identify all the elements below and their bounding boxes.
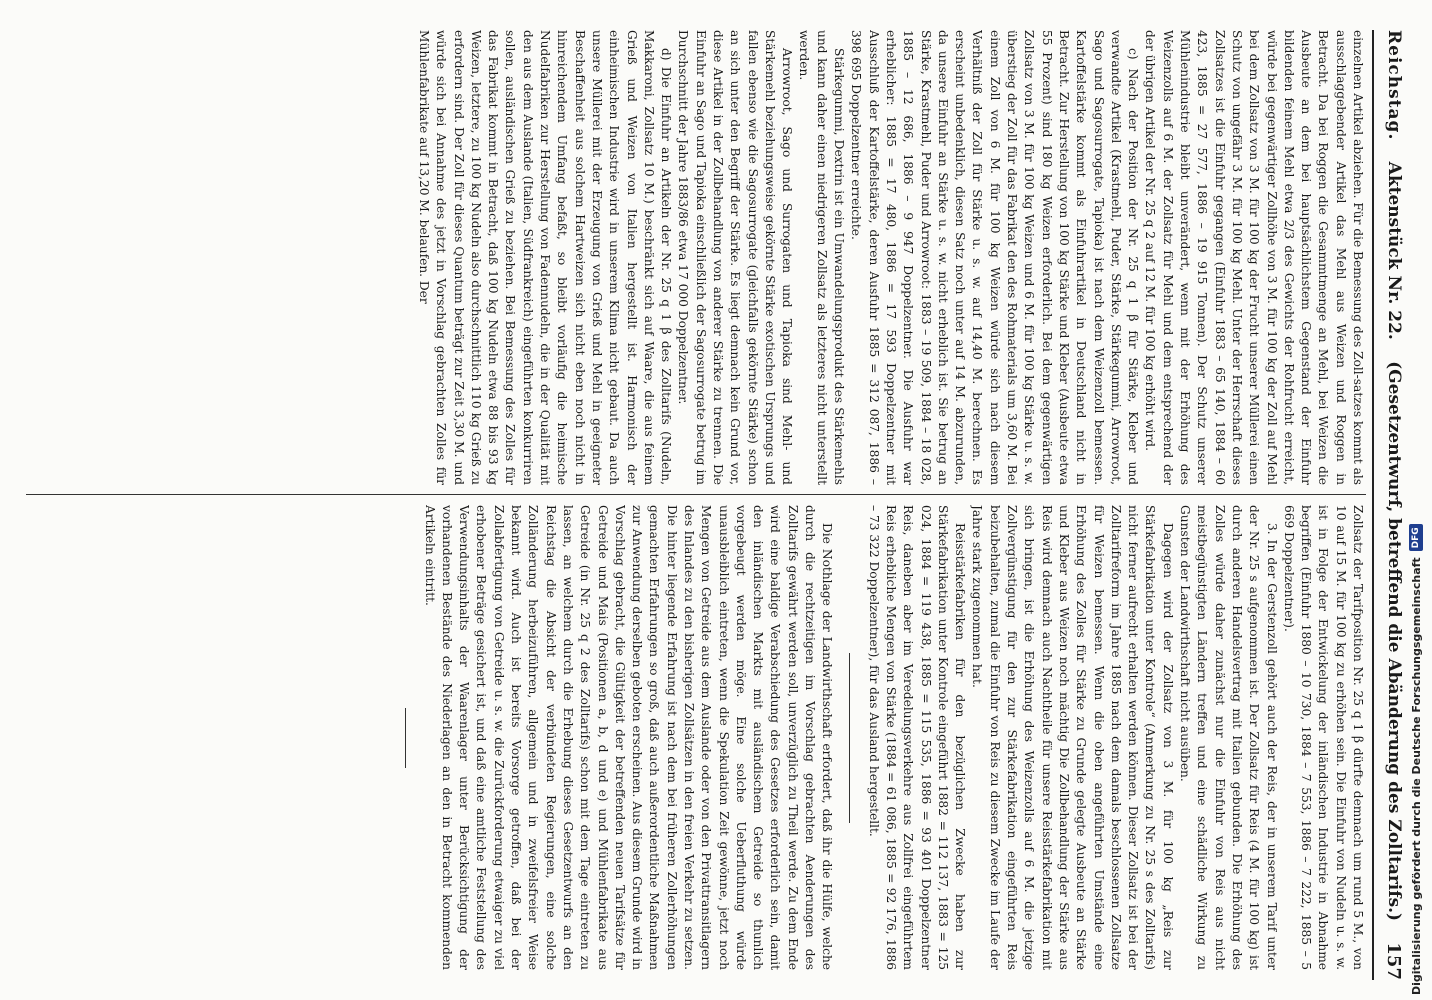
- paragraph: Reisstärkefabriken für den bezüglichen Zwecke haben zur Stärkefabrikation unter Kontrole eingeführt 1882 = 112 137, 1883 = 125 024, 1884 = 119 438, 1885 = 115 535, 1886 = 93 401 Doppelzentner Reis, daneben aber im Veredelungsverkehre aus Zollfrei eingeführtem Reis erhebliche Mengen von Stärke (1884 = 61 086, 1885 = 92 176, 1886 – 73 322 Doppelzentner), für das Ausland hergestellt.: [866, 505, 968, 970]
- paragraph: d) Die Einfuhr an Artikeln der Nr. 25 q 1 β des Zolltarifs (Nudeln, Makkaroni, Zollsatz 10 M.) beschränkt sich auf Waare, die aus feinem Grieß und Weizen von Italien hergestellt ist. Harmonisch der einheimischen Industrie wird in unserem Klima nicht gebaut. Da auch unsere Müllerei mit der Erzeugung von Grieß und Mehl in geeigneter Beschaffenheit aus solchem Hartweizen sich nicht eben noch nicht in hinreichendem Umfang befaßt, so bleibt vorläufig die heimische Nudelfabriken zur Herstellung von Fadennudeln, die in der Qualität mit den aus dem Auslande (Italien, Südfrankreich) eingeführten konkurriren sollen, ausländischen Grieß zu beziehen. Bei Bemessung des Zolles für das Fabrikat kommt in Betracht, daß 100 kg Nudeln etwa 88 bis 93 kg Weizen, letztere, zu 100 kg Nudeln also durchschnittlich 110 kg Grieß zu erfordern sind. Der Zoll für dieses Quantum beträgt zur Zeit 3,30 M. und würde sich bei Annahme des jetzt in Vorschlag gebrachten Zolles für Mühlenfabrikate auf 13,20 M. belaufen. Der: [416, 30, 674, 485]
- paragraph: Die Nothlage der Landwirthschaft erfordert, daß ihr die Hülfe, welche durch die rechtzeitigen im Vorschlag gebrachten Aenderungen des Zolltarifs gewährt werden soll, unverzüglich zu Theil werde. Zu dem Ende wird eine baldige Verabschiedung des Gesetzes erforderlich sein, damit den inländischen Markts mit ausländischem Getreide so thunlich vorgebeugt werden möge. Eine solche Ueberfluthung würde unausbleiblich eintreten, wenn die Spekulation Zeit gewönne, jetzt noch Mengen von Getreide aus dem Auslande oder von den Privattransitlagern des Inlandes zu den bisherigen Zollsätzen in den freien Verkehr zu setzen. Die hinter liegende Erfahrung ist nach dem bei früheren Zollerhöhungen gemachten Erfahrungen so groß, daß auch außerordentliche Maßnahmen zur Anwendung derselben geboten erscheinen. Aus diesem Grunde wird in Vorschlag gebracht, die Gültigkeit der betreffenden neuen Tarifsätze für Getreide und Mais (Positionen a, b, d und e) und Mühlenfabrikate aus Getreide (in Nr. 25 q 2 des Zolltarifs) schon mit dem Tage eintreten zu lassen, an welchem durch die Erhebung dieses Gesetzentwurfs an den Reichstag die Absicht der verbündeten Regierungen, eine solche Zolländerung herbeizuführen, allgemein und in zweifelsfreier Weise bekannt wird. Auch ist bereits Vorsorge getroffen, daß bei der Zollabfertigung von Getreide u. s. w. die Zurückforderung etwaiger zu viel erhobener Beträge gesichert ist, und daß eine amtliche Feststellung des Verwendungsinhalts der Waarenlager unter Berücksichtigung der vorhandenen Bestände des Niederlagen an den in Betracht kommenden Artikeln eintritt.: [422, 505, 835, 970]
- paragraph: 3. In der Gerstenzoll gehört auch der Reis, der in unserem Tarif unter der Nr. 25 s aufgenommen ist. Der Zollsatz für Reis (4 M. für 100 kg) ist durch anderen Handelsvertrag mit Italien gebunden. Die Erhöhung des Zolles würde daher zunächst nur die Einfuhr von Reis aus nicht meistbegünstigten Ländern treffen und eine schädliche Wirkung zu Gunsten der Landwirthschaft nicht ausüben.: [1178, 505, 1279, 970]
- footer-text: Digitalisierung gefördert durch die Deutsche Forschungsgemeinschaft: [1409, 557, 1423, 995]
- dfg-logo: DFG: [1409, 524, 1423, 551]
- end-separator: [405, 708, 406, 768]
- paragraph: Dagegen wird der Zollsatz von 3 M. für 100 kg „Reis zur Stärkefabrikation unter Kontrole“ (Anmerkung zu Nr. 25 s des Zolltarifs) nicht ferner aufrecht erhalten werden können. Dieser Zollsatz ist bei der Zolltarifreform im Jahre 1885 nach dem damals beschlossenen Zollsatze für Weizen bemessen. Wenn die oben angeführten Umstände eine Erhöhung des Zolles für Stärke zu Grunde gelegte Ausbeute an Stärke und Kleber aus Weizen noch mächtig Die Zollbehandlung der Stärke aus Reis wird demnach auch Nachtheile für unsere Reisstärkefabrikation mit sich bringen, ist die Erhöhung des Weizenzolls auf 6 M. die jetzige Zollvergünstigung für den zur Stärkefabrikation eingeführten Reis beizubehalten, zumal die Einfuhr von Reis zu diesem Zwecke im Laufe der Jahre stark zugenommen hat.: [970, 505, 1175, 970]
- paragraph: Zollsatz der Tarifposition Nr. 25 q 1 β dürfte demnach um rund 5 M., von 10 auf 15 M. für 100 kg zu erhöhen sein. Die Einfuhr von Nudeln u. s. w. ist in Folge der Entwickelung der inländischen Industrie in Abnahme begriffen (Einfuhr 1880 – 10 730, 1884 – 7 553, 1886 – 7 222, 1885 – 5 669 Doppelzentner).: [1281, 505, 1365, 970]
- column-divider: [26, 494, 1366, 495]
- paragraph: c) Nach der Position der Nr. 25 q 1 β für Stärke, Kleber und verwandte Artikel (Krastmehl, Puder, Stärke, Stärkegummi, Arrowroot, Sago und Sagosurrogate, Tapioka) ist nach dem Weizenzoll bemessen. Kartoffelstärke kommt als Einfuhrartikel in Deutschland nicht in Betracht. Zur Herstellung von 100 kg Stärke und Kleber (Ausbeute etwa 55 Prozent) sind 180 kg Weizen erforderlich. Bei dem gegenwärtigen Zollsatz von 3 M. für 100 kg Weizen und 6 M. für 100 kg Stärke u. s. w. überstieg der Zoll für das Fabrikat den des Rohmaterials um 3,60 M. Bei einem Zoll von 6 M. für 100 kg Weizen würde sich nach diesem Verhältniß der Zoll für Stärke u. s. w. auf 14,40 M. berechnen. Es erscheint unbedenklich, diesen Satz noch unter auf 14 M. abzurunden, da unsere Einfuhr an Stärke u. s. w. nicht erheblich ist. Sie betrug an Stärke, Krastmehl, Puder und Arrowroot: 1883 – 19 509, 1884 – 18 028, 1885 – 12 686, 1886 – 9 947 Doppelzentner. Die Ausfuhr war erheblicher: 1885 = 17 480, 1886 = 17 593 Doppelzentner mit Ausschluß der Kartoffelstärke, deren Ausfuhr 1885 = 312 087, 1886 – 398 695 Doppelzentner erreichte.: [849, 30, 1141, 485]
- header-left: Reichstag.: [1384, 30, 1404, 141]
- digitization-footer: [1405, 0, 1427, 995]
- paragraph: Stärkegummi, Dextrin ist ein Umwandelungsprodukt des Stärkemehls und kann daher einen niedrigeren Zollsatz als letzteres nicht unterstellt werden.: [797, 30, 847, 485]
- paragraph: einzelnen Artikel abziehen. Für die Bemessung des Zoll-satzes kommt als ausschlaggebender Artikel das Mehl aus Weizen und Roggen in Betracht. Da bei Roggen die Gesammtmenge an Mehl, bei Weizen die Ausbeute an dem bei hauptsächlichstem Gegenstand der Einfuhr bildenden feinem Mehl etwa 2/3 des Gewichts der Rohfrucht erreicht, würde bei gegenwärtiger Zollhöhe von 3 M. für 100 kg der Zoll auf Mehl bei dem Zollsatz von 3 M. für 100 kg der Frucht unserer Müllerei einen Schutz von ungefähr 3 M. für 100 kg Mehl. Unter der Herrschaft dieses Zollsatzes ist die Einfuhr gegangen (Einfuhr 1883 – 65 140, 1884 – 60 423, 1885 = 27 577, 1886 – 19 915 Tonnen). Der Schutz unserer Mühlenindustrie bleibt unverändert, wenn mit der Erhöhung des Weizenzolls auf 6 M. der Zollsatz für Mehl und dem entsprechend der der übrigen Artikel der Nr. 25 q 2 auf 12 M. für 100 kg erhöht wird.: [1143, 30, 1365, 485]
- right-column: [16, 505, 1366, 970]
- page-number: 157: [1383, 942, 1405, 980]
- paragraph: Arrowroot, Sago und Surrogaten und Tapioka sind Mehl- und Stärkemehl beziehungsweise gekörnte Stärke exotischen Ursprungs und fallen ebenso wie die Sagosurrogate (gleichfalls gekörnte Stärke) schon an sich unter den Begriff der Stärke. Es liegt demnach kein Grund vor, diese Artikel in der Zollbehandlung von anderer Stärke zu trennen. Die Einfuhr an Sago und Tapioka einschließlich der Sagosurrogate betrug im Durchschnitt der Jahre 1883/86 etwa 17 000 Doppelzentner.: [676, 30, 795, 485]
- section-separator: [849, 653, 850, 823]
- header-subtitle: (Gesetzentwurf, betreffend die Abänderung des Zolltarifs.): [1384, 361, 1404, 922]
- header-title: Aktenstück Nr. 22.: [1384, 161, 1404, 340]
- left-column: [16, 30, 1366, 485]
